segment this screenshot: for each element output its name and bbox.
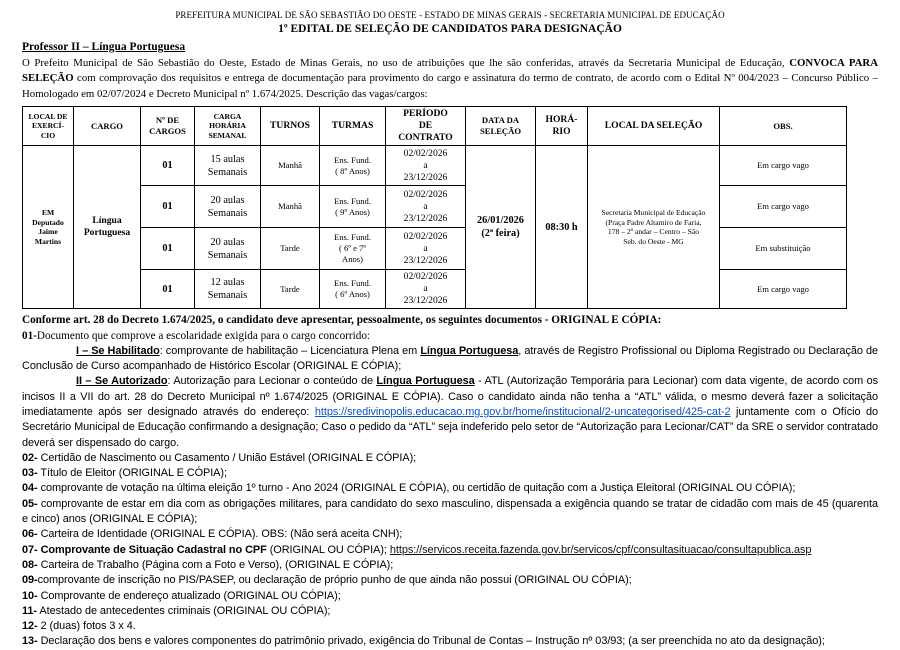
cell-turmas: Ens. Fund. ( 6º e 7º Anos): [320, 228, 386, 270]
column-header-horario: HORÁ- RIO: [536, 107, 588, 146]
item-04: [22, 481, 878, 496]
item-01-ii-autorizado: [22, 374, 878, 450]
text-segment: CONVOCA PARA SELEÇÃO: [22, 57, 878, 85]
text-segment: 07- Comprovante de Situação Cadastral no CPF: [22, 543, 267, 556]
cell-turno: Tarde: [261, 228, 320, 270]
item-10: [22, 589, 878, 604]
text-segment: (ORIGINAL OU CÓPIA);: [266, 543, 390, 556]
merged-cell-data: 26/01/2026 (2ª feira): [466, 146, 536, 309]
vacancies-table-head: [23, 107, 847, 146]
merged-cell-local_sel: Secretaria Municipal de Educação (Praça Padre Altamiro de Faria, 178 – 2º andar – Centro – São Seb. do Oeste - MG: [588, 146, 720, 309]
table-row: [23, 228, 847, 270]
text-segment: Língua Portuguesa: [376, 375, 475, 388]
column-header-turmas: TURMAS: [320, 107, 386, 146]
text-segment: 11-: [22, 604, 37, 617]
text-segment: juntamente com o Ofício do Secretário Municipal de Educação confirmando a designação; Caso o pedido da “ATL” seja indeferido pelo setor de “Autorização para Lecionar/CAT” da SRE o servidor contratado deverá ser dispensado do cargo.: [22, 406, 878, 449]
text-segment: 09-: [22, 574, 38, 587]
vacancies-table: [22, 106, 847, 309]
text-segment: I – Se Habilitado: [76, 344, 160, 357]
text-segment: Língua Portuguesa: [420, 344, 519, 357]
text-segment: 10-: [22, 589, 38, 602]
merged-cell-horario: 08:30 h: [536, 146, 588, 309]
text-segment: 04-: [22, 482, 38, 495]
item-11: [22, 604, 878, 619]
cell-obs: Em cargo vago: [720, 146, 847, 186]
merged-cell-cargo: Língua Portuguesa: [74, 146, 141, 309]
document-header-line1: PREFEITURA MUNICIPAL DE SÃO SEBASTIÃO DO OESTE - ESTADO DE MINAS GERAIS - SECRETARIA MUNICIPAL DE EDUCAÇÃO: [175, 10, 725, 20]
text-segment: 02-: [22, 451, 38, 464]
table-row: [23, 186, 847, 228]
item-05: [22, 497, 878, 528]
column-header-carga: CARGA HORÁRIA SEMANAL: [195, 107, 261, 146]
cell-num-cargos: 01: [141, 270, 195, 309]
text-segment: Comprovante de endereço atualizado (ORIGINAL OU CÓPIA);: [37, 589, 341, 602]
text-segment: 03-: [22, 467, 38, 480]
text-segment: - ATL (Autorização Temporária para Lecionar) com data vigente, de acordo com os incisos II a VII do art. 28 do Decreto Municipal nº 1.674/2025 (ORIGINAL E CÓPIA). Caso o candidato ainda não tenha a “ATL” válida, o mesmo deverá fazer a solicitação imediatamente após ser designado através do endereço:: [22, 375, 878, 418]
text-segment: : comprovante de habilitação – Licenciatura Plena em: [159, 344, 421, 357]
text-segment: 13-: [22, 635, 38, 648]
atl-request-url-link[interactable]: https://sredivinopolis.educacao.mg.gov.br/home/institucional/2-uncategorised/425-cat-2: [314, 406, 731, 418]
table-header-row: [23, 107, 847, 146]
cell-carga-horaria: 15 aulas Semanais: [195, 146, 261, 186]
intro-paragraph: [22, 56, 878, 102]
conforme-note: [22, 313, 878, 328]
cell-num-cargos: 01: [141, 146, 195, 186]
text-segment: , através de Registro Profissional ou Diploma Registrado ou Declaração de Conclusão de Curso acompanhado de Histórico Escolar (ORIGINAL E CÓPIA);: [22, 344, 878, 373]
text-segment: Carteira de Trabalho (Página com a Foto e Verso), (ORIGINAL E CÓPIA);: [37, 558, 394, 571]
table-row: [23, 270, 847, 309]
column-header-obs: OBS.: [720, 107, 847, 146]
item-01: [22, 329, 878, 344]
table-row: [23, 146, 847, 186]
text-segment: II – Se Autorizado: [76, 375, 168, 388]
document-title: 1º EDITAL DE SELEÇÃO DE CANDIDATOS PARA DESIGNAÇÃO: [278, 23, 622, 35]
cell-periodo-contrato: 02/02/2026 a 23/12/2026: [386, 186, 466, 228]
text-segment: Declaração dos bens e valores componentes do patrimônio privado, exigência do Tribunal de Contas – Instrução nº 03/93; (a ser preenchida no ato da designação);: [37, 635, 825, 648]
text-segment: : Autorização para Lecionar o conteúdo de: [167, 375, 377, 388]
cell-periodo-contrato: 02/02/2026 a 23/12/2026: [386, 228, 466, 270]
text-segment: 08-: [22, 558, 38, 571]
documents-section: [22, 313, 878, 650]
text-segment: Documento que comprove a escolaridade exigida para o cargo concorrido:: [36, 329, 371, 342]
cell-turno: Manhã: [261, 186, 320, 228]
text-segment: 12-: [22, 620, 38, 633]
cell-periodo-contrato: 02/02/2026 a 23/12/2026: [386, 146, 466, 186]
column-header-periodo: PERÍODO DE CONTRATO: [386, 107, 466, 146]
item-01-i-habilitado: [22, 344, 878, 375]
text-segment: comprovante de votação na última eleição 1º turno - Ano 2024 (ORIGINAL E CÓPIA), ou certidão de quitação com a Justiça Eleitoral (ORIGINAL OU CÓPIA);: [37, 482, 796, 495]
column-header-turnos: TURNOS: [261, 107, 320, 146]
cell-obs: Em cargo vago: [720, 186, 847, 228]
text-segment: Certidão de Nascimento ou Casamento / União Estável (ORIGINAL E CÓPIA);: [37, 451, 417, 464]
text-segment: 06-: [22, 528, 38, 541]
text-segment: comprovante de estar em dia com as obrigações militares, para candidato do sexo masculino, dispensada a exigência quando se tratar de cidadão com mais de 45 (quarenta e cinco) anos (ORIGINAL E CÓPIA);: [22, 497, 878, 526]
section-title: Professor II – Língua Portuguesa: [22, 41, 186, 53]
column-header-local: LOCAL DE EXERCÍ- CIO: [23, 107, 74, 146]
text-segment: com comprovação dos requisitos e entrega de documentação para provimento do cargo e assinatura do termo de contrato, de acordo com o Edital Nº 004/2023 – Concurso Público – Homologado em 02/07/2024 e Decreto Municipal nº 1.674/2025. Descrição das vagas/cargos:: [22, 72, 878, 100]
cell-carga-horaria: 20 aulas Semanais: [195, 228, 261, 270]
text-segment: 2 (duas) fotos 3 x 4.: [37, 620, 136, 633]
cell-obs: Em cargo vago: [720, 270, 847, 309]
cell-periodo-contrato: 02/02/2026 a 23/12/2026: [386, 270, 466, 309]
text-segment: Título de Eleitor (ORIGINAL E CÓPIA);: [37, 467, 227, 480]
cell-carga-horaria: 20 aulas Semanais: [195, 186, 261, 228]
item-09: [22, 573, 878, 588]
cell-carga-horaria: 12 aulas Semanais: [195, 270, 261, 309]
item-07: [22, 543, 878, 558]
column-header-num: Nº DE CARGOS: [141, 107, 195, 146]
text-segment: Conforme art. 28 do Decreto 1.674/2025, o candidato deve apresentar, pessoalmente, os seguintes documentos - ORIGINAL E CÓPIA:: [22, 314, 662, 327]
cell-turno: Manhã: [261, 146, 320, 186]
cpf-consultation-url-link[interactable]: https://servicos.receita.fazenda.gov.br/servicos/cpf/consultasituacao/consultapublica.asp: [389, 543, 812, 556]
cell-turmas: Ens. Fund. ( 9º Anos): [320, 186, 386, 228]
text-segment: 05-: [22, 497, 38, 510]
text-segment: Atestado de antecedentes criminais (ORIGINAL OU CÓPIA);: [37, 604, 331, 617]
text-segment: comprovante de inscrição no PIS/PASEP, ou declaração de próprio punho de que ainda não possui (ORIGINAL OU CÓPIA);: [37, 574, 632, 587]
cell-turno: Tarde: [261, 270, 320, 309]
item-03: [22, 466, 878, 481]
column-header-cargo: CARGO: [74, 107, 141, 146]
column-header-data: DATA DA SELEÇÃO: [466, 107, 536, 146]
merged-cell-local: EM Deputado Jaime Martins: [23, 146, 74, 309]
cell-turmas: Ens. Fund. ( 8º Anos): [320, 146, 386, 186]
item-02: [22, 451, 878, 466]
text-segment: O Prefeito Municipal de São Sebastião do Oeste, Estado de Minas Gerais, no uso de atribuições que lhe são conferidas, através da Secretaria Municipal de Educação,: [22, 57, 790, 69]
cell-obs: Em substituição: [720, 228, 847, 270]
cell-num-cargos: 01: [141, 186, 195, 228]
cell-num-cargos: 01: [141, 228, 195, 270]
column-header-local_sel: LOCAL DA SELEÇÃO: [588, 107, 720, 146]
item-08: [22, 558, 878, 573]
text-segment: Carteira de Identidade (ORIGINAL E CÓPIA). OBS: (Não será aceita CNH);: [37, 528, 403, 541]
item-06: [22, 527, 878, 542]
text-segment: 01-: [22, 329, 37, 342]
cell-turmas: Ens. Fund. ( 6º Anos): [320, 270, 386, 309]
item-12: [22, 619, 878, 634]
vacancies-table-body: [23, 146, 847, 309]
